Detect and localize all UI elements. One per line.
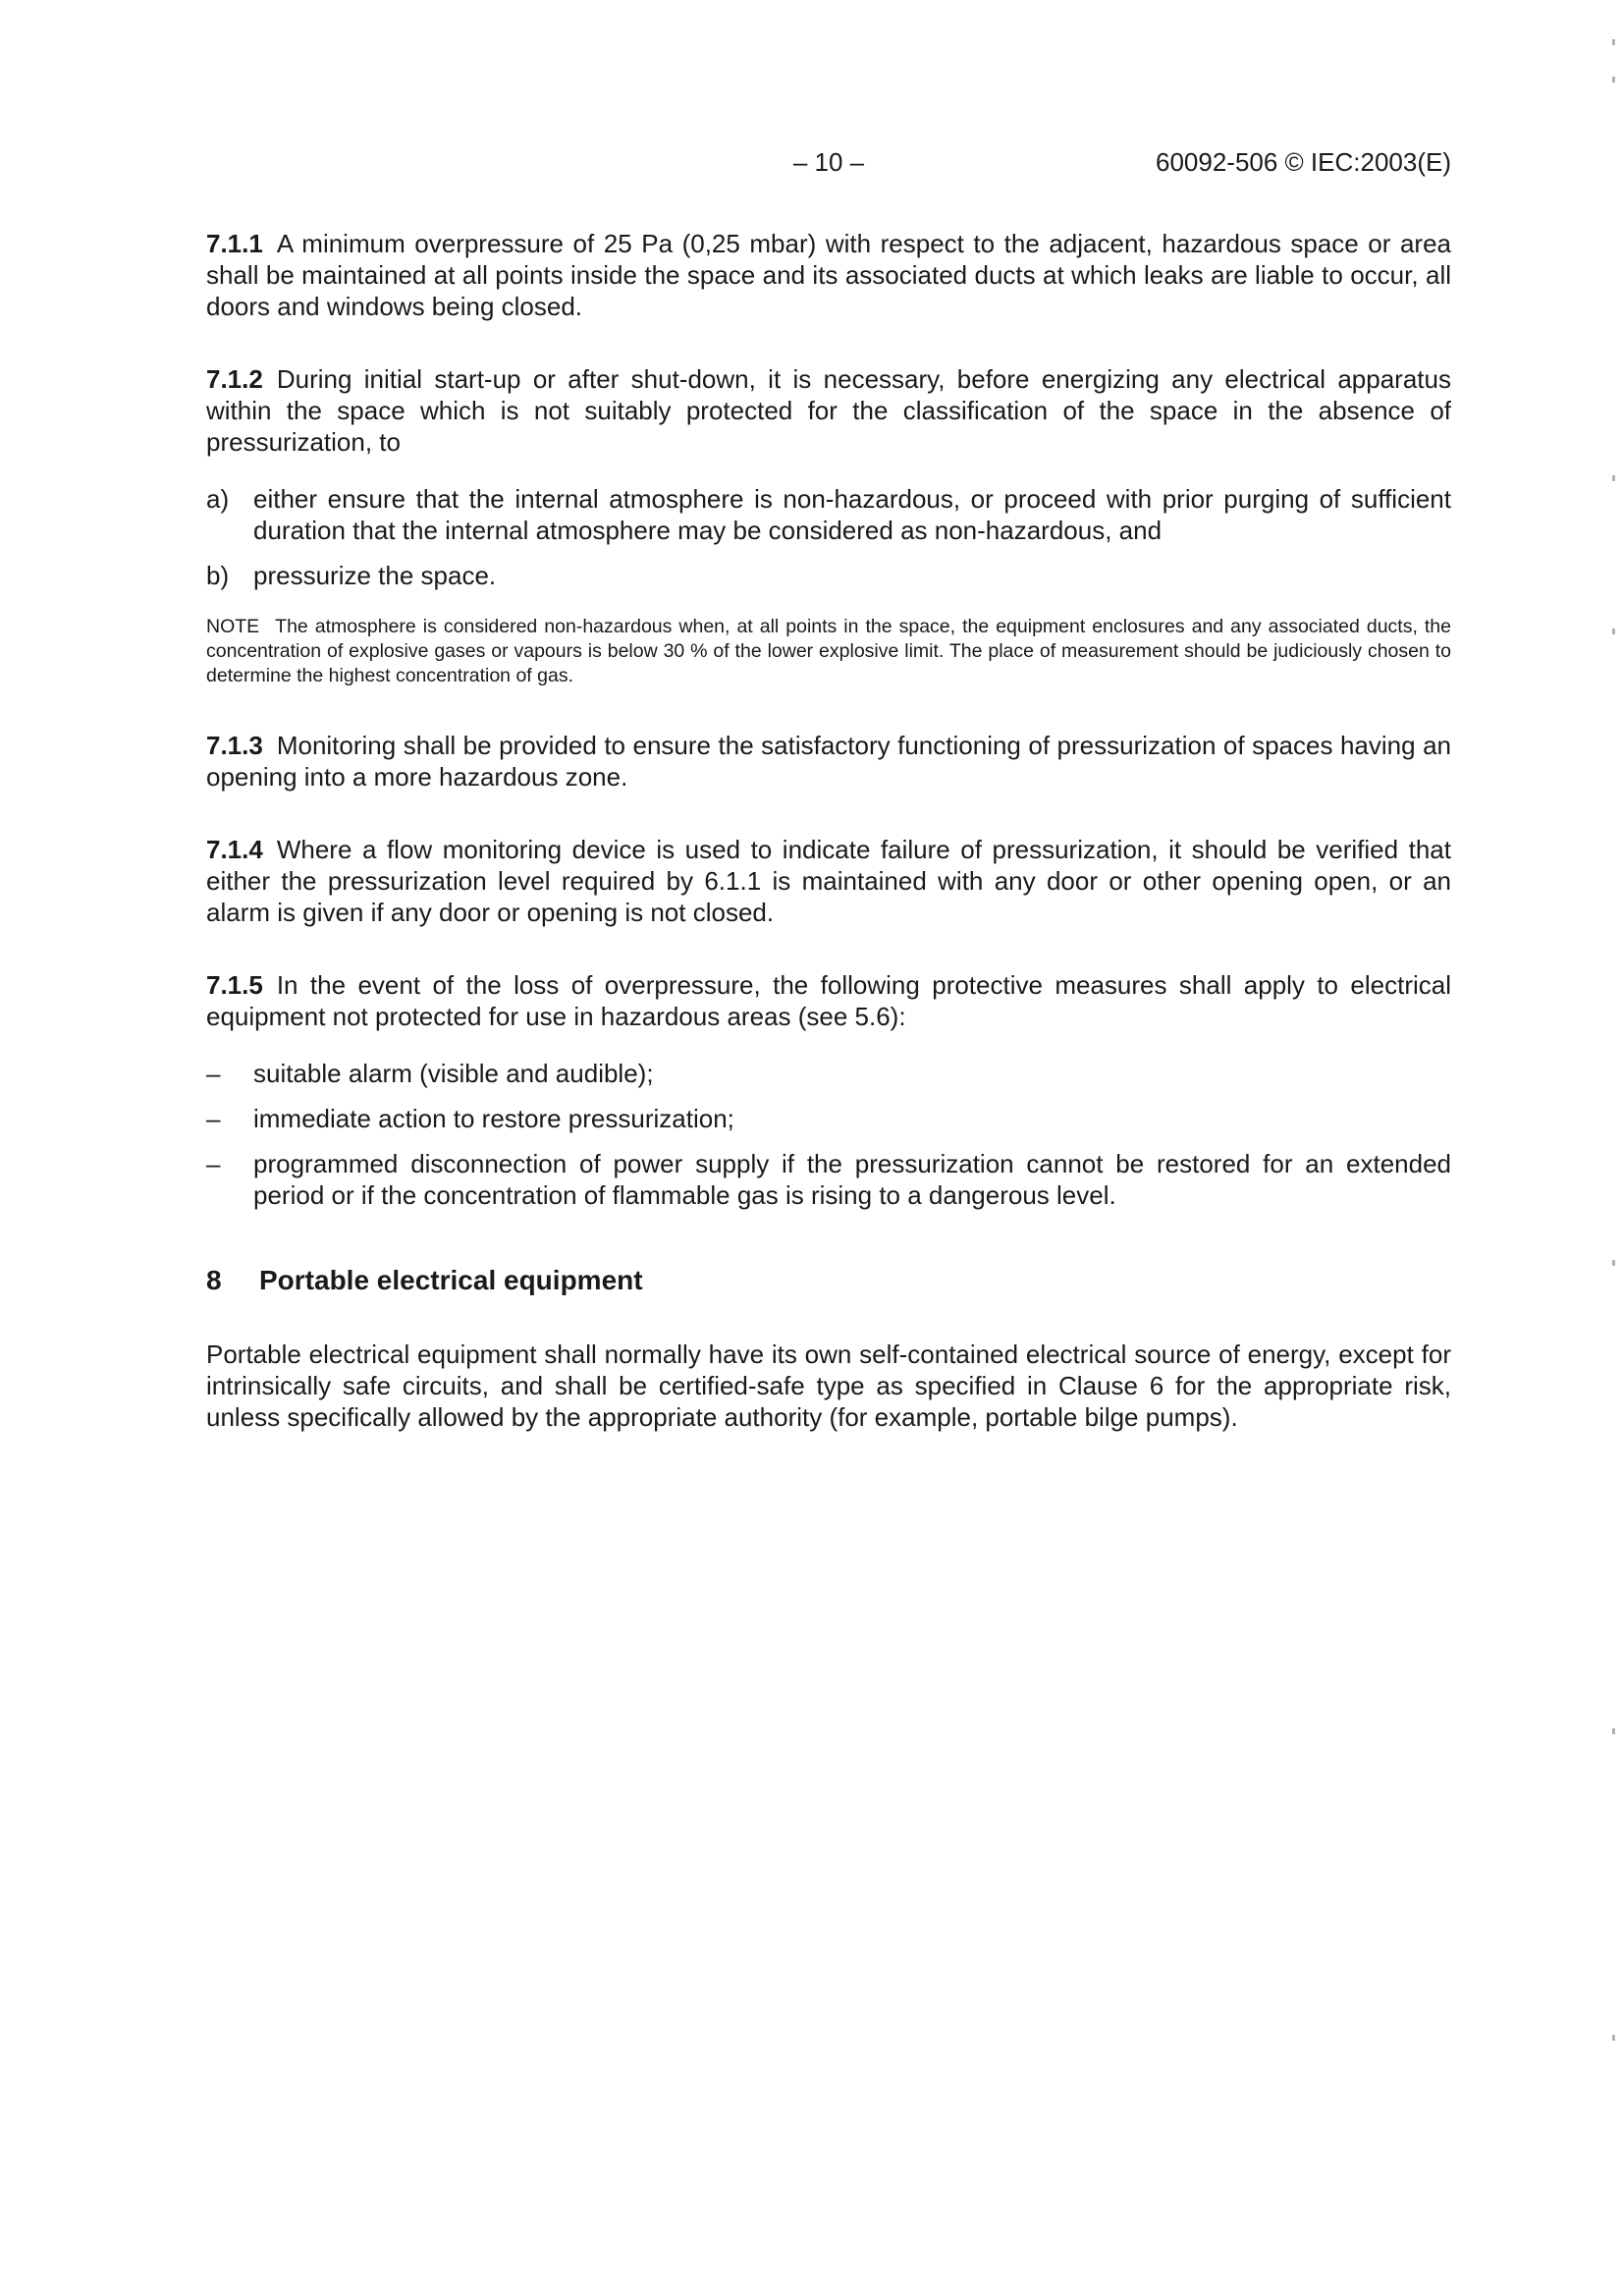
- clause-7-1-2-list: [206, 483, 1451, 591]
- list-marker: b): [206, 561, 230, 590]
- list-item-text: programmed disconnection of power supply if the pressurization cannot be restored for an extended period or if the concentration of flammable gas is rising to a dangerous level.: [253, 1149, 1451, 1210]
- list-item-text: immediate action to restore pressurization;: [253, 1104, 734, 1133]
- list-item: [206, 483, 1451, 546]
- clause-number: 7.1.1: [206, 229, 263, 258]
- list-item-text: suitable alarm (visible and audible);: [253, 1059, 654, 1088]
- note: [206, 615, 1451, 688]
- clause-7-1-5-list: [206, 1058, 1451, 1211]
- clause-7-1-5: [206, 969, 1451, 1032]
- note-text: The atmosphere is considered non-hazardous when, at all points in the space, the equipment enclosures and any associated ducts, the concentration of explosive gases or vapours is below 30 % of the lower explosive limit. The place of measurement should be judiciously chosen to determine the highest concentration of gas.: [206, 616, 1451, 686]
- list-item: [206, 1148, 1451, 1211]
- scan-mark: [1612, 77, 1615, 82]
- section-8-paragraph: [206, 1339, 1451, 1433]
- scan-mark: [1612, 39, 1615, 45]
- scan-mark: [1612, 1728, 1615, 1734]
- list-item-text: pressurize the space.: [253, 561, 497, 590]
- scan-mark: [1612, 2035, 1615, 2041]
- list-item: [206, 1058, 1451, 1089]
- page-header: [206, 147, 1451, 187]
- section-heading: [206, 1264, 1451, 1297]
- list-item-text: either ensure that the internal atmosphere is non-hazardous, or proceed with prior purging of sufficient duration that the internal atmosphere may be considered as non-hazardous, and: [253, 484, 1451, 545]
- clause-text: In the event of the loss of overpressure, the following protective measures shall apply to electrical equipment not protected for use in hazardous areas (see 5.6):: [206, 970, 1451, 1031]
- document-page: [206, 147, 1451, 1433]
- clause-7-1-1: [206, 228, 1451, 322]
- list-marker: –: [206, 1059, 221, 1088]
- clause-7-1-3: [206, 730, 1451, 793]
- clause-text: During initial start-up or after shut-down, it is necessary, before energizing any electrical apparatus within the space which is not suitably protected for the classification of the space in the absence of pressurization, to: [206, 364, 1451, 457]
- clause-number: 7.1.2: [206, 364, 263, 394]
- list-marker: a): [206, 484, 230, 514]
- note-label: NOTE: [206, 616, 260, 637]
- section-number: 8: [206, 1265, 222, 1295]
- clause-7-1-4: [206, 834, 1451, 928]
- clause-7-1-2: [206, 363, 1451, 458]
- scan-mark: [1612, 1260, 1615, 1266]
- list-marker: –: [206, 1104, 221, 1133]
- list-item: [206, 1103, 1451, 1134]
- clause-text: Monitoring shall be provided to ensure the satisfactory functioning of pressurization of spaces having an opening into a more hazardous zone.: [206, 731, 1451, 792]
- scan-mark: [1612, 475, 1615, 481]
- clause-text: Where a flow monitoring device is used to indicate failure of pressurization, it should be verified that either the pressurization level required by 6.1.1 is maintained with any door or other opening open, or an alarm is given if any door or opening is not closed.: [206, 835, 1451, 927]
- list-item: [206, 560, 1451, 591]
- scan-mark: [1612, 629, 1615, 634]
- list-marker: –: [206, 1149, 221, 1178]
- section-title: Portable electrical equipment: [259, 1265, 643, 1295]
- section-text: Portable electrical equipment shall normally have its own self-contained electrical source of energy, except for intrinsically safe circuits, and shall be certified-safe type as specified in Clause 6 for the appropriate risk, unless specifically allowed by the appropriate authority (for example, portable bilge pumps).: [206, 1339, 1451, 1432]
- clause-number: 7.1.5: [206, 970, 263, 1000]
- clause-number: 7.1.3: [206, 731, 263, 760]
- clause-text: A minimum overpressure of 25 Pa (0,25 mbar) with respect to the adjacent, hazardous space or area shall be maintained at all points inside the space and its associated ducts at which leaks are liable to occur, all doors and windows being closed.: [206, 229, 1451, 321]
- document-id: 60092-506 © IEC:2003(E): [1155, 147, 1451, 177]
- clause-number: 7.1.4: [206, 835, 263, 864]
- page-number: – 10 –: [792, 147, 865, 177]
